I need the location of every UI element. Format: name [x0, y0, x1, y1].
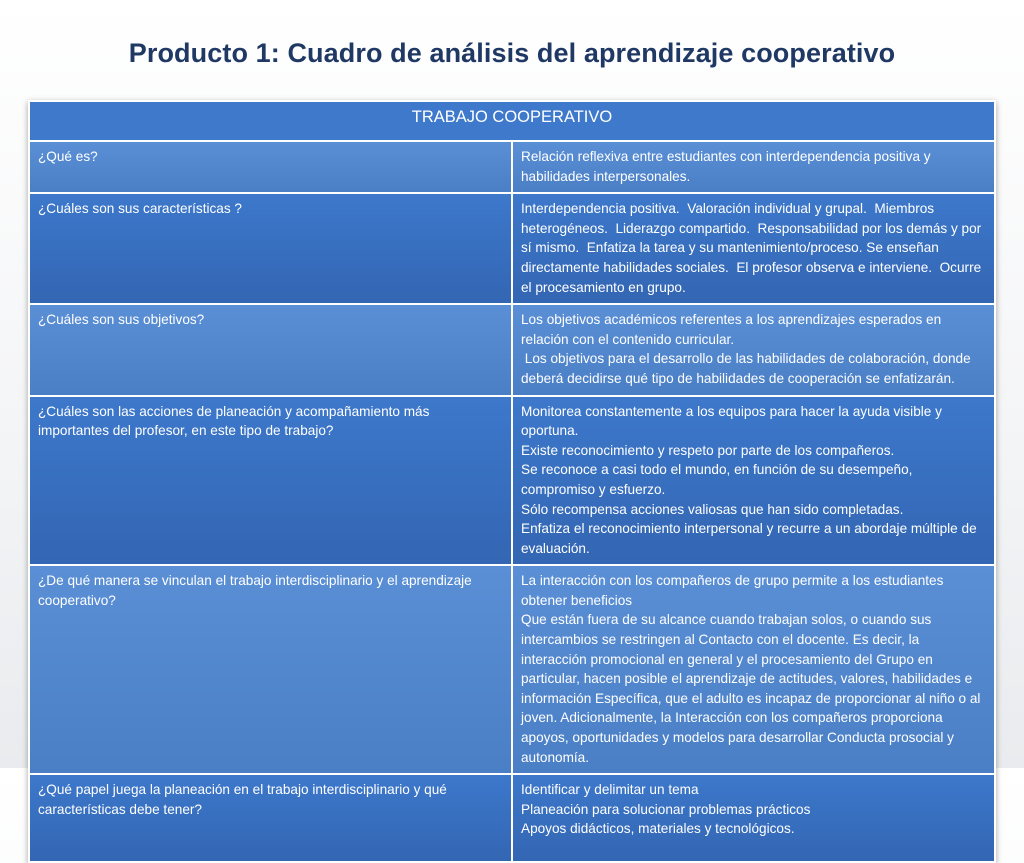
answer-line: Los objetivos para el desarrollo de las habilidades de colaboración, donde deberá decidirse qué tipo de habilidades de cooperación se enfatizarán.: [521, 351, 975, 386]
table-header: TRABAJO COOPERATIVO: [29, 101, 995, 141]
question-cell: ¿Cuáles son las acciones de planeación y acompañamiento más importantes del profesor, en este tipo de trabajo?: [29, 396, 512, 566]
answer-cell: [512, 396, 995, 566]
answer-line: Monitorea constantemente a los equipos para hacer la ayuda visible y oportuna.: [521, 403, 946, 439]
answer-line: Existe reconocimiento y respeto por parte de los compañeros.: [521, 442, 895, 458]
answer-line: Los objetivos académicos referentes a los aprendizajes esperados en relación con el contenido curricular.: [521, 312, 945, 347]
answer-line: Interdependencia positiva. Valoración individual y grupal. Miembros heterogéneos. Liderazgo compartido. Responsabilidad por los demás y por sí mismo. Enfatiza la tarea y su mantenimiento/proceso. Se enseñan directamente habilidades sociales. El profesor observa e interviene. Ocurre el procesamiento en grupo.: [521, 201, 985, 295]
question-cell: ¿De qué manera se vinculan el trabajo interdisciplinario y el aprendizaje cooperativo?: [29, 565, 512, 774]
question-cell: ¿Cuáles son sus objetivos?: [29, 304, 512, 395]
answer-cell: [512, 774, 995, 862]
question-cell: ¿Qué es?: [29, 141, 512, 193]
answer-line: La interacción con los compañeros de grupo permite a los estudiantes obtener beneficios: [521, 573, 948, 608]
answer-line: Se reconoce a casi todo el mundo, en función de su desempeño, compromiso y esfuerzo.: [521, 462, 917, 497]
answer-cell: [512, 141, 995, 193]
question-cell: ¿Cuáles son sus características ?: [29, 193, 512, 304]
answer-line: Sólo recompensa acciones valiosas que han sido completadas.: [521, 501, 904, 517]
answer-line: Planeación para solucionar problemas prácticos: [521, 801, 811, 817]
table-row: [29, 193, 995, 304]
table-row: [29, 304, 995, 395]
table-row: [29, 396, 995, 566]
analysis-table: [28, 100, 996, 863]
table-row: [29, 141, 995, 193]
table-row: [29, 774, 995, 862]
question-cell: ¿Qué papel juega la planeación en el trabajo interdisciplinario y qué características debe tener?: [29, 774, 512, 862]
slide-title: Producto 1: Cuadro de análisis del aprendizaje cooperativo: [128, 38, 896, 68]
answer-line: Apoyos didácticos, materiales y tecnológicos.: [521, 821, 795, 837]
answer-cell: [512, 193, 995, 304]
answer-line: Enfatiza el reconocimiento interpersonal y recurre a un abordaje múltiple de evaluación.: [521, 521, 981, 556]
answer-cell: [512, 565, 995, 774]
table-row: [29, 565, 995, 774]
answer-line: Relación reflexiva entre estudiantes con interdependencia positiva y habilidades interpersonales.: [521, 149, 935, 184]
answer-line: Identificar y delimitar un tema: [521, 782, 699, 798]
answer-line: Que están fuera de su alcance cuando trabajan solos, o cuando sus intercambios se restringen al Contacto con el docente. Es decir, la interacción promocional en general y el procesamiento del Grupo en particular, hacen posible el aprendizaje de actitudes, valores, habilidades e información Específica, que el adulto es incapaz de proporcionar al niño o al joven. Adicionalmente, la Interacción con los compañeros proporciona apoyos, oportunidades y modelos para desarrollar Conducta prosocial y autonomía.: [521, 612, 985, 765]
answer-cell: [512, 304, 995, 395]
